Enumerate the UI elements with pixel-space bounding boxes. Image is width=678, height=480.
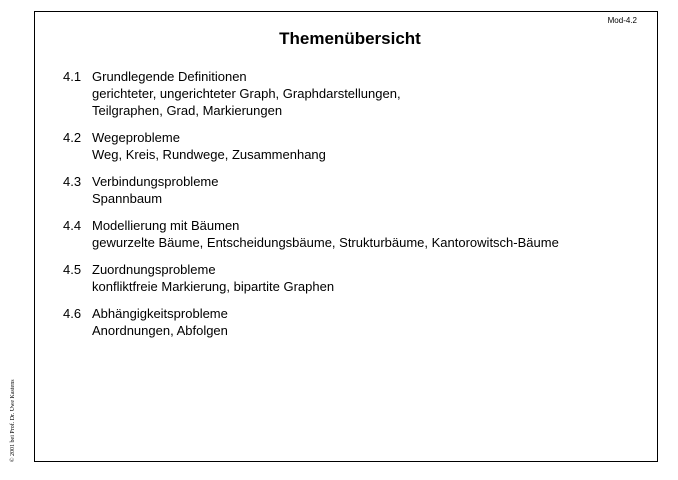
topic-number: 4.6 bbox=[63, 306, 82, 321]
topic-title: Wegeprobleme bbox=[92, 130, 180, 145]
topic-item bbox=[63, 129, 559, 163]
topic-body bbox=[92, 129, 326, 163]
slide-frame bbox=[34, 11, 658, 462]
topic-detail-line: Weg, Kreis, Rundwege, Zusammenhang bbox=[92, 147, 326, 162]
topic-title: Modellierung mit Bäumen bbox=[92, 218, 240, 233]
topic-title: Verbindungsprobleme bbox=[92, 174, 219, 189]
topic-title: Abhängigkeitsprobleme bbox=[92, 306, 228, 321]
slide-title: Themenübersicht bbox=[279, 29, 421, 48]
topic-detail-line: Spannbaum bbox=[92, 191, 163, 206]
topic-item bbox=[63, 217, 559, 251]
topic-body bbox=[92, 305, 228, 339]
topic-body bbox=[92, 68, 401, 119]
topic-title: Grundlegende Definitionen bbox=[92, 69, 247, 84]
topic-number: 4.5 bbox=[63, 262, 82, 277]
topic-detail-line: konfliktfreie Markierung, bipartite Graphen bbox=[92, 279, 335, 294]
topic-detail-line: Anordnungen, Abfolgen bbox=[92, 323, 228, 338]
topic-list bbox=[63, 68, 559, 349]
topic-title: Zuordnungsprobleme bbox=[92, 262, 216, 277]
topic-detail-line: gerichteter, ungerichteter Graph, Graphdarstellungen, bbox=[92, 86, 401, 101]
topic-number: 4.2 bbox=[63, 130, 82, 145]
topic-detail-line: gewurzelte Bäume, Entscheidungsbäume, Strukturbäume, Kantorowitsch-Bäume bbox=[92, 235, 559, 250]
topic-body bbox=[92, 261, 334, 295]
topic-item bbox=[63, 173, 559, 207]
topic-body bbox=[92, 173, 218, 207]
topic-item bbox=[63, 68, 559, 119]
copyright-notice: © 2001 bei Prof. Dr. Uwe Kastens bbox=[10, 379, 16, 462]
topic-number: 4.3 bbox=[63, 174, 82, 189]
slide-id: Mod-4.2 bbox=[607, 16, 637, 25]
topic-item bbox=[63, 261, 559, 295]
topic-detail-line: Teilgraphen, Grad, Markierungen bbox=[92, 103, 283, 118]
topic-number: 4.4 bbox=[63, 218, 82, 233]
topic-item bbox=[63, 305, 559, 339]
topic-body bbox=[92, 217, 559, 251]
topic-number: 4.1 bbox=[63, 69, 82, 84]
